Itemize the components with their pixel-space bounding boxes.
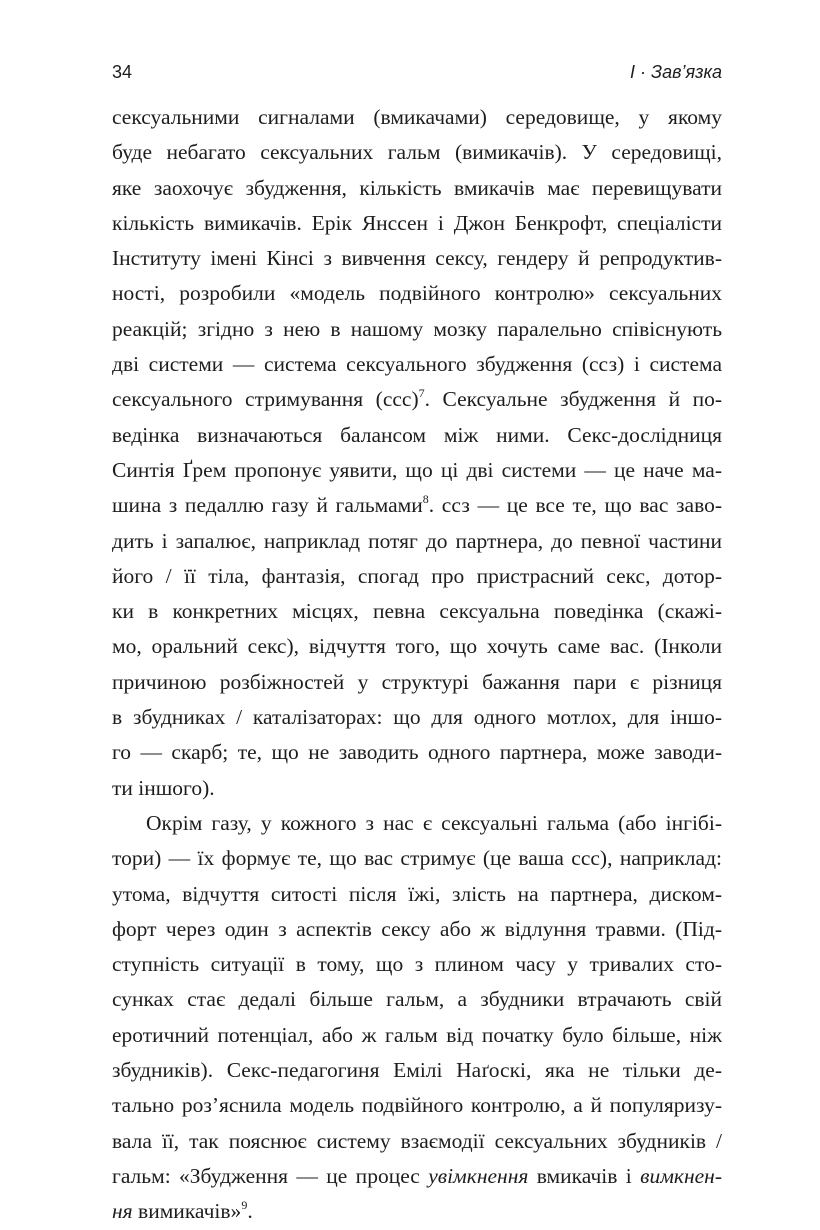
text-run: вимикачів» xyxy=(132,1199,242,1224)
text-line: його / її тіла, фантазія, спогад про пристрасний секс, дотор- xyxy=(112,563,722,588)
text-line xyxy=(112,1194,722,1229)
text-line: в збудниках / каталізаторах: що для одного мотлох, для іншо- xyxy=(112,705,722,730)
text-line: ступність ситуації в тому, що з плином часу у тривалих сто- xyxy=(112,952,722,977)
text-run: . ссз — це все те, що вас заво- xyxy=(428,493,723,518)
page-number: 34 xyxy=(112,62,133,82)
text-line: сексуальними сигналами (вмикачами) середовище, у якому xyxy=(112,105,722,129)
text-line: ки в конкретних місцях, певна сексуальна поведінка (скажі- xyxy=(112,599,722,624)
text-run: . Сексуальне збудження й по- xyxy=(424,387,722,412)
text-line: тально роз’яснила модель подвійного контролю, а й популяризу- xyxy=(112,1093,722,1118)
running-head xyxy=(112,62,722,90)
text-line: Окрім газу, у кожного з нас є сексуальні гальма (або інгібі- xyxy=(146,810,722,835)
text-line: дить і запалює, наприклад потяг до партнера, до певної частини xyxy=(112,528,722,553)
text-run: . xyxy=(247,1199,253,1224)
text-line: ти іншого). xyxy=(112,775,215,800)
italic-term: увімкнення xyxy=(428,1163,529,1188)
text-line: мо, оральний секс), відчуття того, що хочуть саме вас. (Інколи xyxy=(112,634,722,659)
italic-term: вимкнен- xyxy=(640,1163,723,1188)
text-line: Інституту імені Кінсі з вивчення сексу, гендеру й репродуктив- xyxy=(112,246,722,271)
text-line xyxy=(112,488,722,523)
text-line: ведінка визначаються балансом між ними. Секс-дослідниця xyxy=(112,422,722,447)
text-line: дві системи — система сексуального збудження (ссз) і система xyxy=(112,352,722,377)
footnote-ref[interactable]: 7 xyxy=(418,386,425,401)
text-line: яке заохочує збудження, кількість вмикачів має перевищувати xyxy=(112,175,722,200)
text-line: го — скарб; те, що не заводить одного партнера, може заводи- xyxy=(112,740,722,765)
text-line: Синтія Ґрем пропонує уявити, що ці дві системи — це наче ма- xyxy=(112,457,722,482)
text-line: сунках стає дедалі більше гальм, а збудники втрачають свій xyxy=(112,987,722,1012)
footnote-ref[interactable]: 9 xyxy=(241,1198,248,1213)
italic-term: ня xyxy=(112,1199,133,1224)
text-line: еротичний потенціал, або ж гальм від початку було більше, ніж xyxy=(112,1022,722,1047)
text-run: вмикачів і xyxy=(528,1163,641,1188)
text-line: причиною розбіжностей у структурі бажання пари є різниця xyxy=(112,669,722,694)
text-line: утома, відчуття ситості після їжі, злість на партнера, диском- xyxy=(112,881,722,906)
text-line xyxy=(112,1159,722,1194)
text-line: тори) — їх формує те, що вас стримує (це ваша ссс), наприклад: xyxy=(112,846,722,871)
body-text xyxy=(112,100,722,1230)
text-run: гальм: «Збудження — це процес xyxy=(112,1163,429,1188)
text-line: реакцій; згідно з нею в нашому мозку паралельно співіснують xyxy=(112,316,722,341)
text-line xyxy=(112,382,722,417)
text-line: кількість вимикачів. Ерік Янссен і Джон Бенкрофт, спеціалісти xyxy=(112,210,722,235)
text-line: ності, розробили «модель подвійного контролю» сексуальних xyxy=(112,281,722,306)
text-line: вала її, так пояснює систему взаємодії сексуальних збудників / xyxy=(112,1128,722,1153)
text-run: сексуального стримування (ссс) xyxy=(112,387,419,412)
text-line: форт через один з аспектів сексу або ж відлуння травми. (Під- xyxy=(112,916,722,941)
text-line: збудників). Секс-педагогиня Емілі Наґоскі, яка не тільки де- xyxy=(112,1058,722,1083)
footnote-ref[interactable]: 8 xyxy=(422,492,429,507)
text-line: буде небагато сексуальних гальм (вимикачів). У середовищі, xyxy=(112,140,722,165)
text-run: шина з педаллю газу й гальмами xyxy=(112,493,423,518)
section-title: I · Зав’язка xyxy=(630,62,722,82)
